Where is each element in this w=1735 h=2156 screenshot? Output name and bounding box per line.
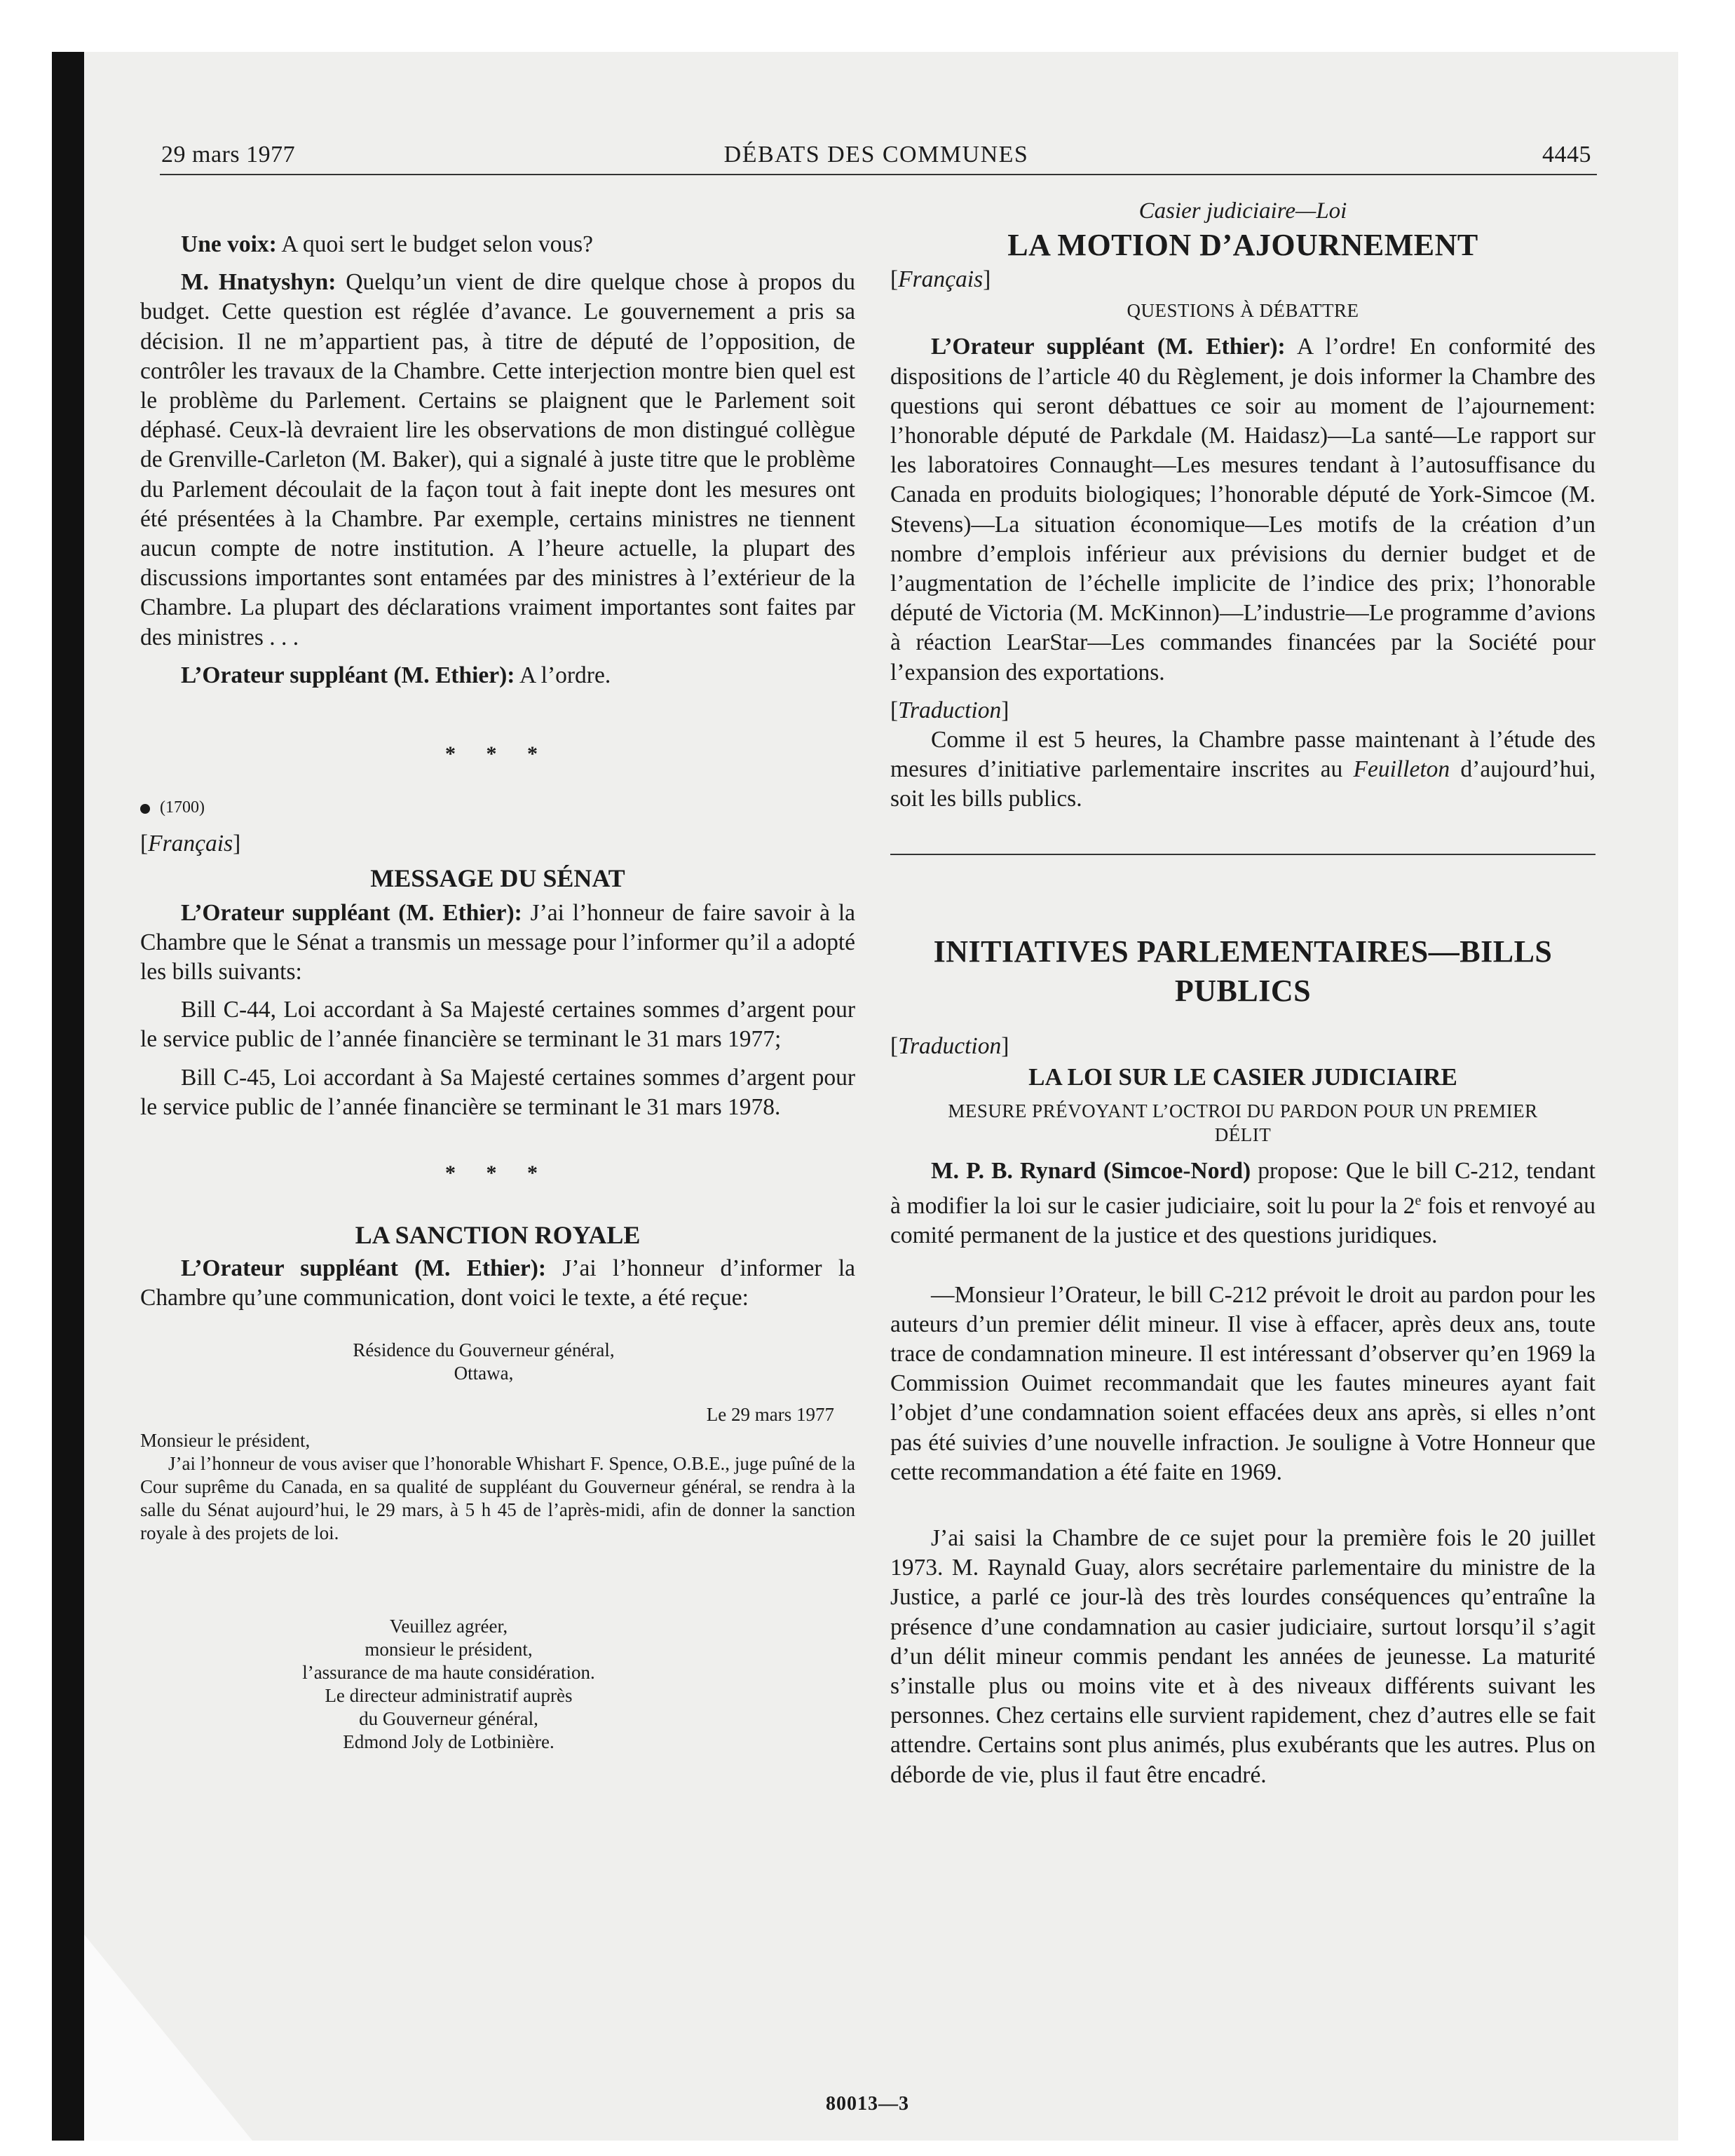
letter-body: J’ai l’honneur de vous aviser que l’honorable Whishart F. Spence, O.B.E., juge puîné de la Cour suprême du Canada, en sa qualité de suppléant du Gouverneur général, se rendra à la salle du Sénat aujourd’hui, le 29 mars, à 5 h 45 de l’après-midi, afin de donner la sanction royale à des projets de loi. — [140, 1452, 855, 1543]
letter-date: Le 29 mars 1977 — [706, 1403, 834, 1425]
paragraph: Bill C-44, Loi accordant à Sa Majesté certaines sommes d’argent pour le service public de l’année financière se terminant le 31 mars 1977; — [140, 997, 855, 1053]
paragraph: L’Orateur suppléant (M. Ethier): A l’ordre. — [181, 662, 611, 688]
letter-closing: Veuillez agréer, monsieur le président, l’assurance de ma haute considération. Le directeur administratif auprès du Gouverneur général, Edmond Joly de Lotbinière. — [302, 1615, 595, 1752]
paragraph: Bill C-45, Loi accordant à Sa Majesté certaines sommes d’argent pour le service public de l’année financière se terminant le 31 mars 1978. — [140, 1064, 855, 1120]
speaker: M. P. B. Rynard (Simcoe-Nord) — [931, 1157, 1251, 1184]
speaker: L’Orateur suppléant (M. Ethier): — [181, 1255, 547, 1282]
paragraph: L’Orateur suppléant (M. Ethier): J’ai l’honneur de faire savoir à la Chambre que le Sénat a transmis un message pour l’informer qu’il a adopté les bills suivants: — [140, 899, 855, 985]
section-heading: LA MOTION D’AJOURNEMENT — [1007, 228, 1478, 263]
language-marker: [Français] — [140, 831, 241, 857]
paragraph: L’Orateur suppléant (M. Ethier): J’ai l’honneur d’informer la Chambre qu’une communication, dont voici le texte, a été reçue: — [140, 1255, 855, 1311]
speaker: L’Orateur suppléant (M. Ethier): — [181, 662, 515, 688]
letter-salutation: Monsieur le président, — [140, 1429, 311, 1451]
header-title: DÉBATS DES COMMUNES — [723, 142, 1029, 168]
page-header — [154, 142, 1598, 177]
paragraph: —Monsieur l’Orateur, le bill C-212 prévoit le droit au pardon pour les auteurs d’un premier délit mineur. Il vise à effacer, après deux ans, toute trace de condamnation mineure. Il est intéressant d’observer qu’en 1969 la Commission Ouimet recommandait que les fautes mineures ayant fait l’objet d’une condamnation soient effacées deux ans après, si elles n’ont pas été suivies d’une nouvelle infraction. Je souligne à Votre Honneur que cette recommandation a été faite en 1969. — [890, 1281, 1595, 1485]
paragraph: M. Hnatyshyn: Quelqu’un vient de dire quelque chose à propos du budget. Cette question est réglée d’avance. Le gouvernement a pris sa décision. Il ne m’appartient pas, à titre de député de l’opposition, de contrôler les travaux de la Chambre. Cette interjection montre bien quel est le problème du Parlement. Certains se plaignent que le Parlement soit déphasé. Ceux-là devraient lire les observations de mon distingué collègue de Grenville-Carleton (M. Baker), qui a signalé à juste titre que le problème du Parlement découlait de la façon tout à fait inepte dont les mesures ont été présentées à la Chambre. Par exemple, certains ministres ne tiennent aucun compte de notre institution. A l’heure actuelle, la plupart des discussions importantes sont entamées par des ministres à l’extérieur de la Chambre. La plupart des déclarations vraiment importantes sont faites par des ministres . . . — [140, 269, 855, 650]
header-date: 29 mars 1977 — [161, 142, 296, 168]
bullet-icon — [140, 804, 150, 814]
speaker: M. Hnatyshyn: — [181, 269, 336, 296]
right-column — [890, 196, 1595, 1799]
speaker: Une voix: — [181, 231, 277, 257]
paragraph: Une voix: A quoi sert le budget selon vous? — [181, 231, 594, 257]
letter-address: Ottawa, — [454, 1362, 514, 1384]
paragraph: M. P. B. Rynard (Simcoe-Nord) propose: Que le bill C-212, tendant à modifier la loi sur le casier judiciaire, soit lu pour la 2e fois et renvoyé au comité permanent de la justice et des questions juridiques. — [890, 1157, 1595, 1249]
section-ornament: * * * — [445, 742, 550, 766]
page-footer: 80013—3 — [826, 2093, 909, 2115]
paragraph: Comme il est 5 heures, la Chambre passe maintenant à l’étude des mesures d’initiative parlementaire inscrites au Feuilleton d’aujourd’hui, soit les bills publics. — [890, 727, 1596, 812]
header-page-number: 4445 — [1542, 142, 1591, 168]
language-marker: [Traduction] — [890, 697, 1009, 723]
letter-address: Résidence du Gouverneur général, — [353, 1339, 615, 1360]
section-heading: INITIATIVES PARLEMENTAIRES—BILLS PUBLICS — [933, 934, 1553, 1008]
language-marker: [Français] — [890, 266, 991, 293]
quoted-letter — [140, 1339, 855, 1754]
section-heading: LA LOI SUR LE CASIER JUDICIAIRE — [1028, 1063, 1457, 1091]
subheading: MESURE PRÉVOYANT L’OCTROI DU PARDON POUR UN PREMIER DÉLIT — [948, 1100, 1538, 1145]
section-heading: LA SANCTION ROYALE — [355, 1221, 641, 1250]
running-head: Casier judiciaire—Loi — [1138, 198, 1347, 224]
subheading: QUESTIONS À DÉBATTRE — [1127, 300, 1359, 322]
language-marker: [Traduction] — [890, 1032, 1009, 1059]
paragraph: J’ai saisi la Chambre de ce sujet pour la première fois le 20 juillet 1973. M. Raynald Guay, alors secrétaire parlementaire du ministre de la Justice, a parlé ce jour-là des très lourdes conséquences qu’entraîne la présence d’une condamnation au casier judiciaire, surtout lorsqu’il s’agit d’un délit mineur commis pendant les années de jeunesse. La maturité s’installe plus ou moins vite et à des niveaux différents suivant les personnes. Chez certains elle survient rapidement, chez d’autres elle se fait attendre. Certains sont plus animés, plus exubérants que les autres. Plus on déborde de vie, plus il faut être encadré. — [890, 1525, 1595, 1788]
paragraph: L’Orateur suppléant (M. Ethier): A l’ordre! En conformité des dispositions de l’article 40 du Règlement, je dois informer la Chambre des questions qui seront débattues ce soir au moment de l’ajournement: l’honorable député de Parkdale (M. Haidasz)—La santé—Le rapport sur les laboratoires Connaught—Les mesures tendant à l’autosuffisance du Canada en produits biologiques; l’honorable député de York-Simcoe (M. Stevens)—La situation économique—Les motifs de la création d’un nombre d’emplois inférieur aux prévisions du dernier budget et de l’augmentation de l’échelle implicite de l’indice des prix; l’honorable député de Victoria (M. McKinnon)—L’industrie—Le programme d’avions à réaction LearStar—Les commandes financées par la Société pour l’expansion des exportations. — [890, 334, 1595, 685]
section-heading: MESSAGE DU SÉNAT — [370, 864, 625, 892]
time-marker: (1700) — [140, 793, 855, 822]
speaker: L’Orateur suppléant (M. Ethier): — [931, 334, 1286, 360]
header-rule — [160, 174, 1597, 175]
left-column — [140, 230, 855, 1754]
speaker: L’Orateur suppléant (M. Ethier): — [181, 899, 522, 926]
scan-edge — [52, 52, 84, 2141]
section-ornament: * * * — [445, 1161, 550, 1185]
